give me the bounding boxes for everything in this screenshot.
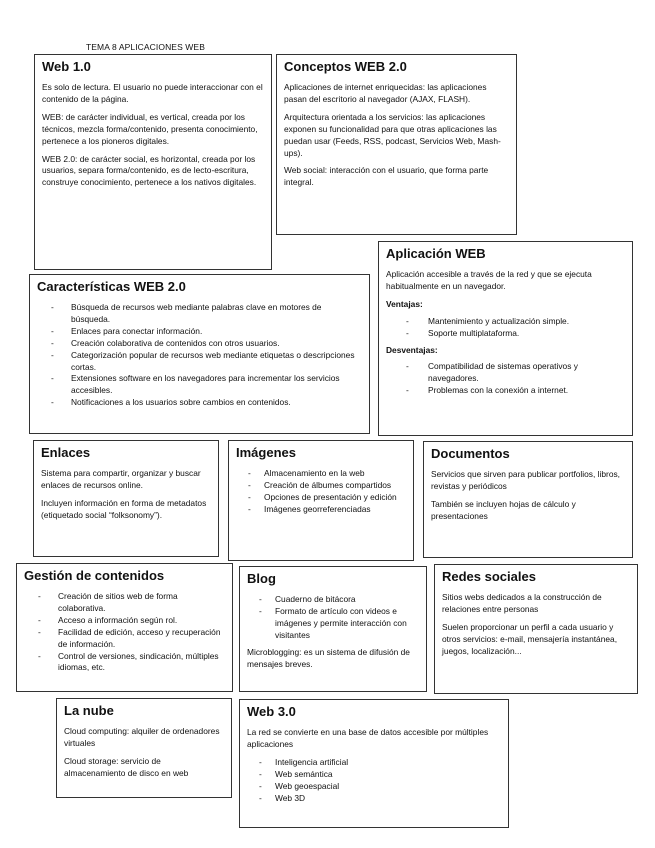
desventajas-list: [386, 361, 625, 397]
list-item: - Almacenamiento en la web: [236, 468, 406, 480]
list-item: - Cuaderno de bitácora: [247, 594, 419, 606]
redes-paragraph: Suelen proporcionar un perfil a cada usuario y otros servicios: e-mail, mensajería instantánea, juegos, localización...: [442, 621, 618, 656]
enlaces-paragraph: Sistema para compartir, organizar y buscar enlaces de recursos online.: [41, 467, 201, 490]
documentos-paragraph: Servicios que sirven para publicar portfolios, libros, revistas y periódicos: [431, 468, 620, 491]
list-item: - Web 3D: [247, 793, 501, 805]
conceptos-paragraph: Arquitectura orientada a los servicios: las aplicaciones exponen su funcionalidad para que otras aplicaciones las puedan usar (Feeds, RSS, podcast, Servicios Web, Mash-ups).: [284, 111, 501, 158]
list-item: - Imágenes georreferenciadas: [236, 504, 406, 516]
blog-list: [247, 594, 419, 642]
web30-box: [239, 699, 509, 828]
aplicacion-intro: Aplicación accesible a través de la red y que se ejecuta habitualmente en un navegador.: [386, 268, 592, 291]
conceptos-title: Conceptos WEB 2.0: [284, 59, 407, 74]
conceptos-box: [276, 54, 517, 235]
list-item: - Web semántica: [247, 769, 501, 781]
documentos-box: [423, 441, 633, 558]
web30-title: Web 3.0: [247, 704, 296, 719]
conceptos-paragraph: Web social: interacción con el usuario, que forma parte integral.: [284, 165, 489, 188]
redes-box: [434, 564, 638, 694]
web30-list: [247, 757, 501, 805]
web10-paragraph: WEB 2.0: de carácter social, es horizontal, creada por los usuarios, separa forma/contenido, es de lecto-escritura, construye conocimiento, pertenece a los nativos digitales.: [42, 153, 257, 188]
list-item: - Soporte multiplataforma.: [386, 328, 625, 340]
web10-paragraph: WEB: de carácter individual, es vertical, creada por los técnicos, mezcla forma/contenido, presenta conocimiento, pertenece a los pioneros digitales.: [42, 111, 258, 146]
nube-box: [56, 698, 232, 798]
web30-paragraph: La red se convierte en una base de datos accesible por múltiples aplicaciones: [247, 726, 489, 749]
documentos-paragraph: También se incluyen hojas de cálculo y presentaciones: [431, 498, 576, 521]
list-item: - Facilidad de edición, acceso y recuperación de información.: [24, 627, 225, 651]
list-item: - Creación de álbumes compartidos: [236, 480, 406, 492]
list-item: - Problemas con la conexión a internet.: [386, 385, 625, 397]
enlaces-box: [33, 440, 219, 557]
list-item: - Formato de artículo con videos e imágenes y permite interacción con visitantes: [247, 606, 419, 642]
list-item: - Inteligencia artificial: [247, 757, 501, 769]
list-item: - Notificaciones a los usuarios sobre cambios en contenidos.: [37, 397, 362, 409]
page-title: TEMA 8 APLICACIONES WEB: [86, 42, 205, 52]
nube-paragraph: Cloud computing: alquiler de ordenadores virtuales: [64, 725, 220, 748]
documentos-title: Documentos: [431, 446, 510, 461]
list-item: - Extensiones software en los navegadores para incrementar los servicios accesibles.: [37, 373, 362, 397]
list-item: - Creación de sitios web de forma colaborativa.: [24, 591, 225, 615]
gestion-title: Gestión de contenidos: [24, 568, 165, 583]
caracteristicas-box: [29, 274, 370, 434]
imagenes-box: [228, 440, 414, 561]
list-item: - Compatibilidad de sistemas operativos y navegadores.: [386, 361, 625, 385]
list-item: - Creación colaborativa de contenidos con otros usuarios.: [37, 338, 362, 350]
ventajas-label: Ventajas:: [386, 298, 423, 309]
enlaces-paragraph: Incluyen información en forma de metadatos (etiquetado social “folksonomy”).: [41, 497, 207, 520]
nube-title: La nube: [64, 703, 114, 718]
caracteristicas-title: Características WEB 2.0: [37, 279, 186, 294]
list-item: - Acceso a información según rol.: [24, 615, 225, 627]
imagenes-title: Imágenes: [236, 445, 296, 460]
list-item: - Búsqueda de recursos web mediante palabras clave en motores de búsqueda.: [37, 302, 362, 326]
aplicacion-title: Aplicación WEB: [386, 246, 486, 261]
list-item: - Mantenimiento y actualización simple.: [386, 316, 625, 328]
gestion-list: [24, 591, 225, 674]
web10-paragraph: Es solo de lectura. El usuario no puede interaccionar con el contenido de la página.: [42, 81, 263, 104]
list-item: - Web geoespacial: [247, 781, 501, 793]
web10-box: [34, 54, 272, 270]
aplicacion-box: [378, 241, 633, 436]
ventajas-list: [386, 316, 625, 340]
list-item: - Enlaces para conectar información.: [37, 326, 362, 338]
nube-paragraph: Cloud storage: servicio de almacenamiento de disco en web: [64, 755, 189, 778]
web10-title: Web 1.0: [42, 59, 91, 74]
blog-title: Blog: [247, 571, 276, 586]
list-item: - Control de versiones, sindicación, múltiples idiomas, etc.: [24, 651, 225, 675]
imagenes-list: [236, 468, 406, 516]
desventajas-label: Desventajas:: [386, 344, 438, 355]
redes-title: Redes sociales: [442, 569, 536, 584]
gestion-box: [16, 563, 233, 692]
blog-paragraph: Microblogging: es un sistema de difusión de mensajes breves.: [247, 646, 410, 669]
enlaces-title: Enlaces: [41, 445, 91, 460]
caracteristicas-list: [37, 302, 362, 409]
list-item: - Opciones de presentación y edición: [236, 492, 406, 504]
blog-box: [239, 566, 427, 692]
list-item: - Categorización popular de recursos web mediante etiquetas o descripciones cortas.: [37, 350, 362, 374]
redes-paragraph: Sitios webs dedicados a la construcción de relaciones entre personas: [442, 591, 602, 614]
conceptos-paragraph: Aplicaciones de internet enriquecidas: las aplicaciones pasan del escritorio al navegador (AJAX, FLASH).: [284, 81, 487, 104]
